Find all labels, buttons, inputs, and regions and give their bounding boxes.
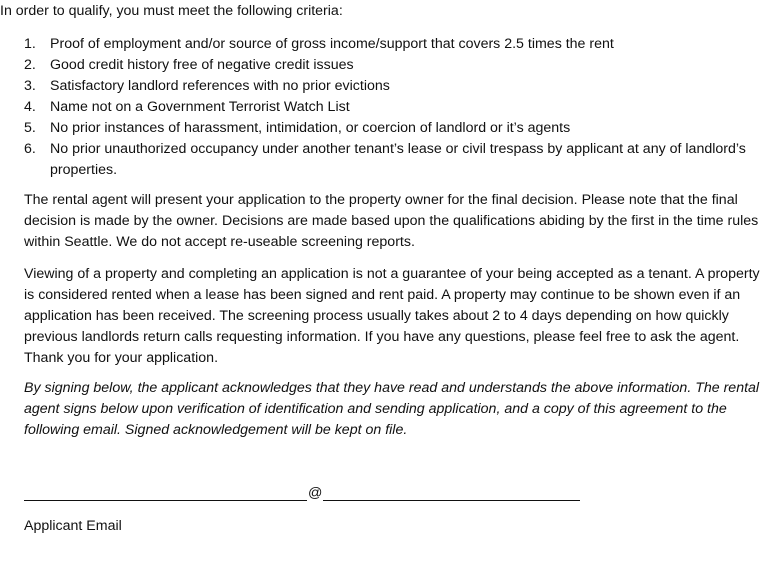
criteria-item-number: 5. [24, 120, 36, 136]
criteria-item [0, 55, 764, 76]
email-signature-line [24, 484, 580, 501]
criteria-item-number: 4. [24, 99, 36, 115]
criteria-item-text: No prior instances of harassment, intimidation, or coercion of landlord or it’s agents [50, 120, 571, 136]
criteria-item [0, 76, 764, 97]
viewing-paragraph: Viewing of a property and completing an application is not a guarantee of your being accepted as a tenant. A property is considered rented when a lease has been signed and rent paid. A property may continue to be shown even if an application has been received. The screening process usually takes about 2 to 4 days depending on how quickly previous landlords return calls requesting information. If you have any questions, please feel free to ask the agent. Thank you for your application. [24, 266, 760, 366]
email-username-blank[interactable] [24, 484, 307, 501]
applicant-email-label: Applicant Email [24, 518, 122, 534]
criteria-item-number: 1. [24, 36, 36, 52]
criteria-intro: In order to qualify, you must meet the following criteria: [0, 3, 343, 19]
criteria-item-text: Good credit history free of negative credit issues [50, 57, 354, 73]
criteria-item-number: 3. [24, 78, 36, 94]
criteria-item [0, 97, 764, 118]
criteria-item-number: 6. [24, 141, 36, 157]
criteria-item-text: No prior unauthorized occupancy under another tenant’s lease or civil trespass by applicant at any of landlord’s properties. [50, 141, 746, 178]
email-at-sign: @ [308, 485, 323, 501]
decision-paragraph: The rental agent will present your application to the property owner for the final decision. Please note that the final decision is made by the owner. Decisions are made based upon the qualifications abiding by the first in the time rules within Seattle. We do not accept re-useable screening reports. [24, 192, 759, 250]
criteria-item-text: Satisfactory landlord references with no prior evictions [50, 78, 390, 94]
acknowledgement-paragraph: By signing below, the applicant acknowledges that they have read and understands the above information. The rental agent signs below upon verification of identification and sending application, and a copy of this agreement to the following email. Signed acknowledgement will be kept on file. [24, 380, 760, 438]
criteria-item [0, 118, 764, 139]
criteria-list [0, 34, 764, 181]
criteria-item [0, 139, 764, 181]
criteria-item-text: Name not on a Government Terrorist Watch List [50, 99, 350, 115]
criteria-item [0, 34, 764, 55]
criteria-item-text: Proof of employment and/or source of gross income/support that covers 2.5 times the rent [50, 36, 614, 52]
criteria-item-number: 2. [24, 57, 36, 73]
email-domain-blank[interactable] [323, 484, 580, 501]
